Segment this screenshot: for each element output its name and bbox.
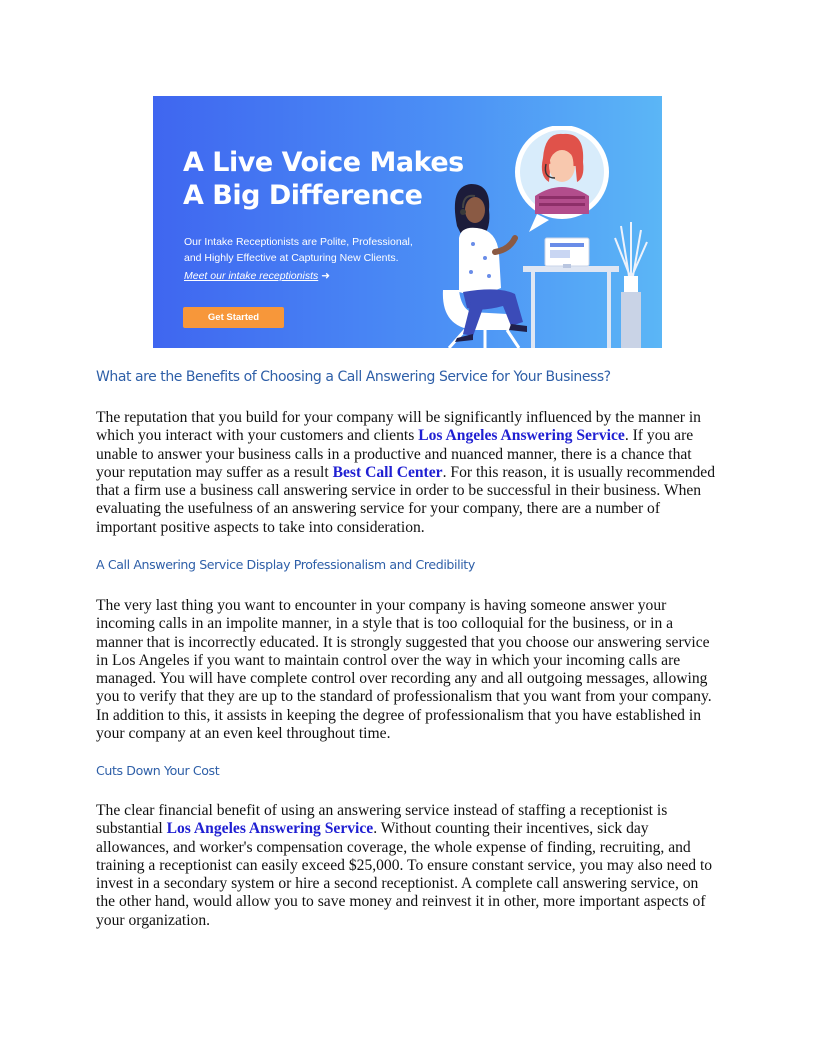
meet-receptionists-link-text[interactable]: Meet our intake receptionists <box>184 270 319 282</box>
cost-text-1: The clear financial benefit of using an answering service instead of staffing a receptionist is substantial <box>96 802 668 838</box>
article-heading: What are the Benefits of Choosing a Call Answering Service for Your Business? <box>96 369 611 385</box>
section-cost-heading: Cuts Down Your Cost <box>96 763 220 778</box>
section-professionalism-heading: A Call Answering Service Display Professionalism and Credibility <box>96 557 475 572</box>
intro-text-3: . For this reason, it is usually recommended that a firm use a business call answering service in order to be successful in their business. When evaluating the usefulness of an answering service for your company, there are a number of important positive aspects to take into consideration. <box>96 463 716 536</box>
desk-icon <box>523 238 619 348</box>
banner-subtitle-line-1: Our Intake Receptionists are Polite, Professional, <box>184 236 413 248</box>
banner-subtitle-line-2: and Highly Effective at Capturing New Clients. <box>184 252 399 264</box>
los-angeles-answering-service-link-2[interactable]: Los Angeles Answering Service <box>166 820 374 838</box>
speech-bubble-agent-icon <box>515 126 609 232</box>
los-angeles-answering-service-link[interactable]: Los Angeles Answering Service <box>418 427 625 445</box>
intro-text-1: The reputation that you build for your company will be significantly influenced by the manner in which you interact with your customers and clients <box>96 409 701 445</box>
arrow-right-icon: ➜ <box>321 270 331 282</box>
cost-text-2: . Without counting their incentives, sick day allowances, and worker's compensation coverage, the whole expense of finding, recruiting, and training a receptionist can easily exceed $25,000. To ensure constant service, you may also need to invest in a secondary system or hire a second receptionist. A complete call answering service, on the other hand, would allow you to save money and reinvest it in other, more important aspects of your organization. <box>96 820 713 929</box>
banner-title-line-2: A Big Difference <box>183 180 423 211</box>
get-started-button[interactable]: Get Started <box>183 307 284 328</box>
banner-title-line-1: A Live Voice Makes <box>183 147 464 178</box>
professionalism-paragraph: The very last thing you want to encounter in your company is having someone answer your incoming calls in an impolite manner, in a style that is too colloquial for the business, or in a manner that is incorrectly educated. It is strongly suggested that you choose our answering service in Los Angeles if you want to maintain control over the way in which your incoming calls are managed. You will have complete control over recording any and all outgoing messages, allowing you to verify that they are up to the standard of professionalism that you want from your company. In addition to this, it assists in keeping the degree of professionalism that you have established in your company at an even keel throughout time. <box>96 597 712 743</box>
receptionist-illustration <box>415 126 655 348</box>
cost-paragraph <box>96 802 720 930</box>
meet-receptionists-link[interactable] <box>184 270 330 282</box>
intro-paragraph <box>96 409 720 537</box>
promo-banner <box>153 96 662 348</box>
intro-text-2: . If you are unable to answer your business calls in a productive and nuanced manner, there is a chance that your reputation may suffer as a result <box>96 427 694 481</box>
plant-icon <box>615 222 647 348</box>
best-call-center-link[interactable]: Best Call Center <box>332 463 443 481</box>
banner-subtitle <box>184 234 454 266</box>
